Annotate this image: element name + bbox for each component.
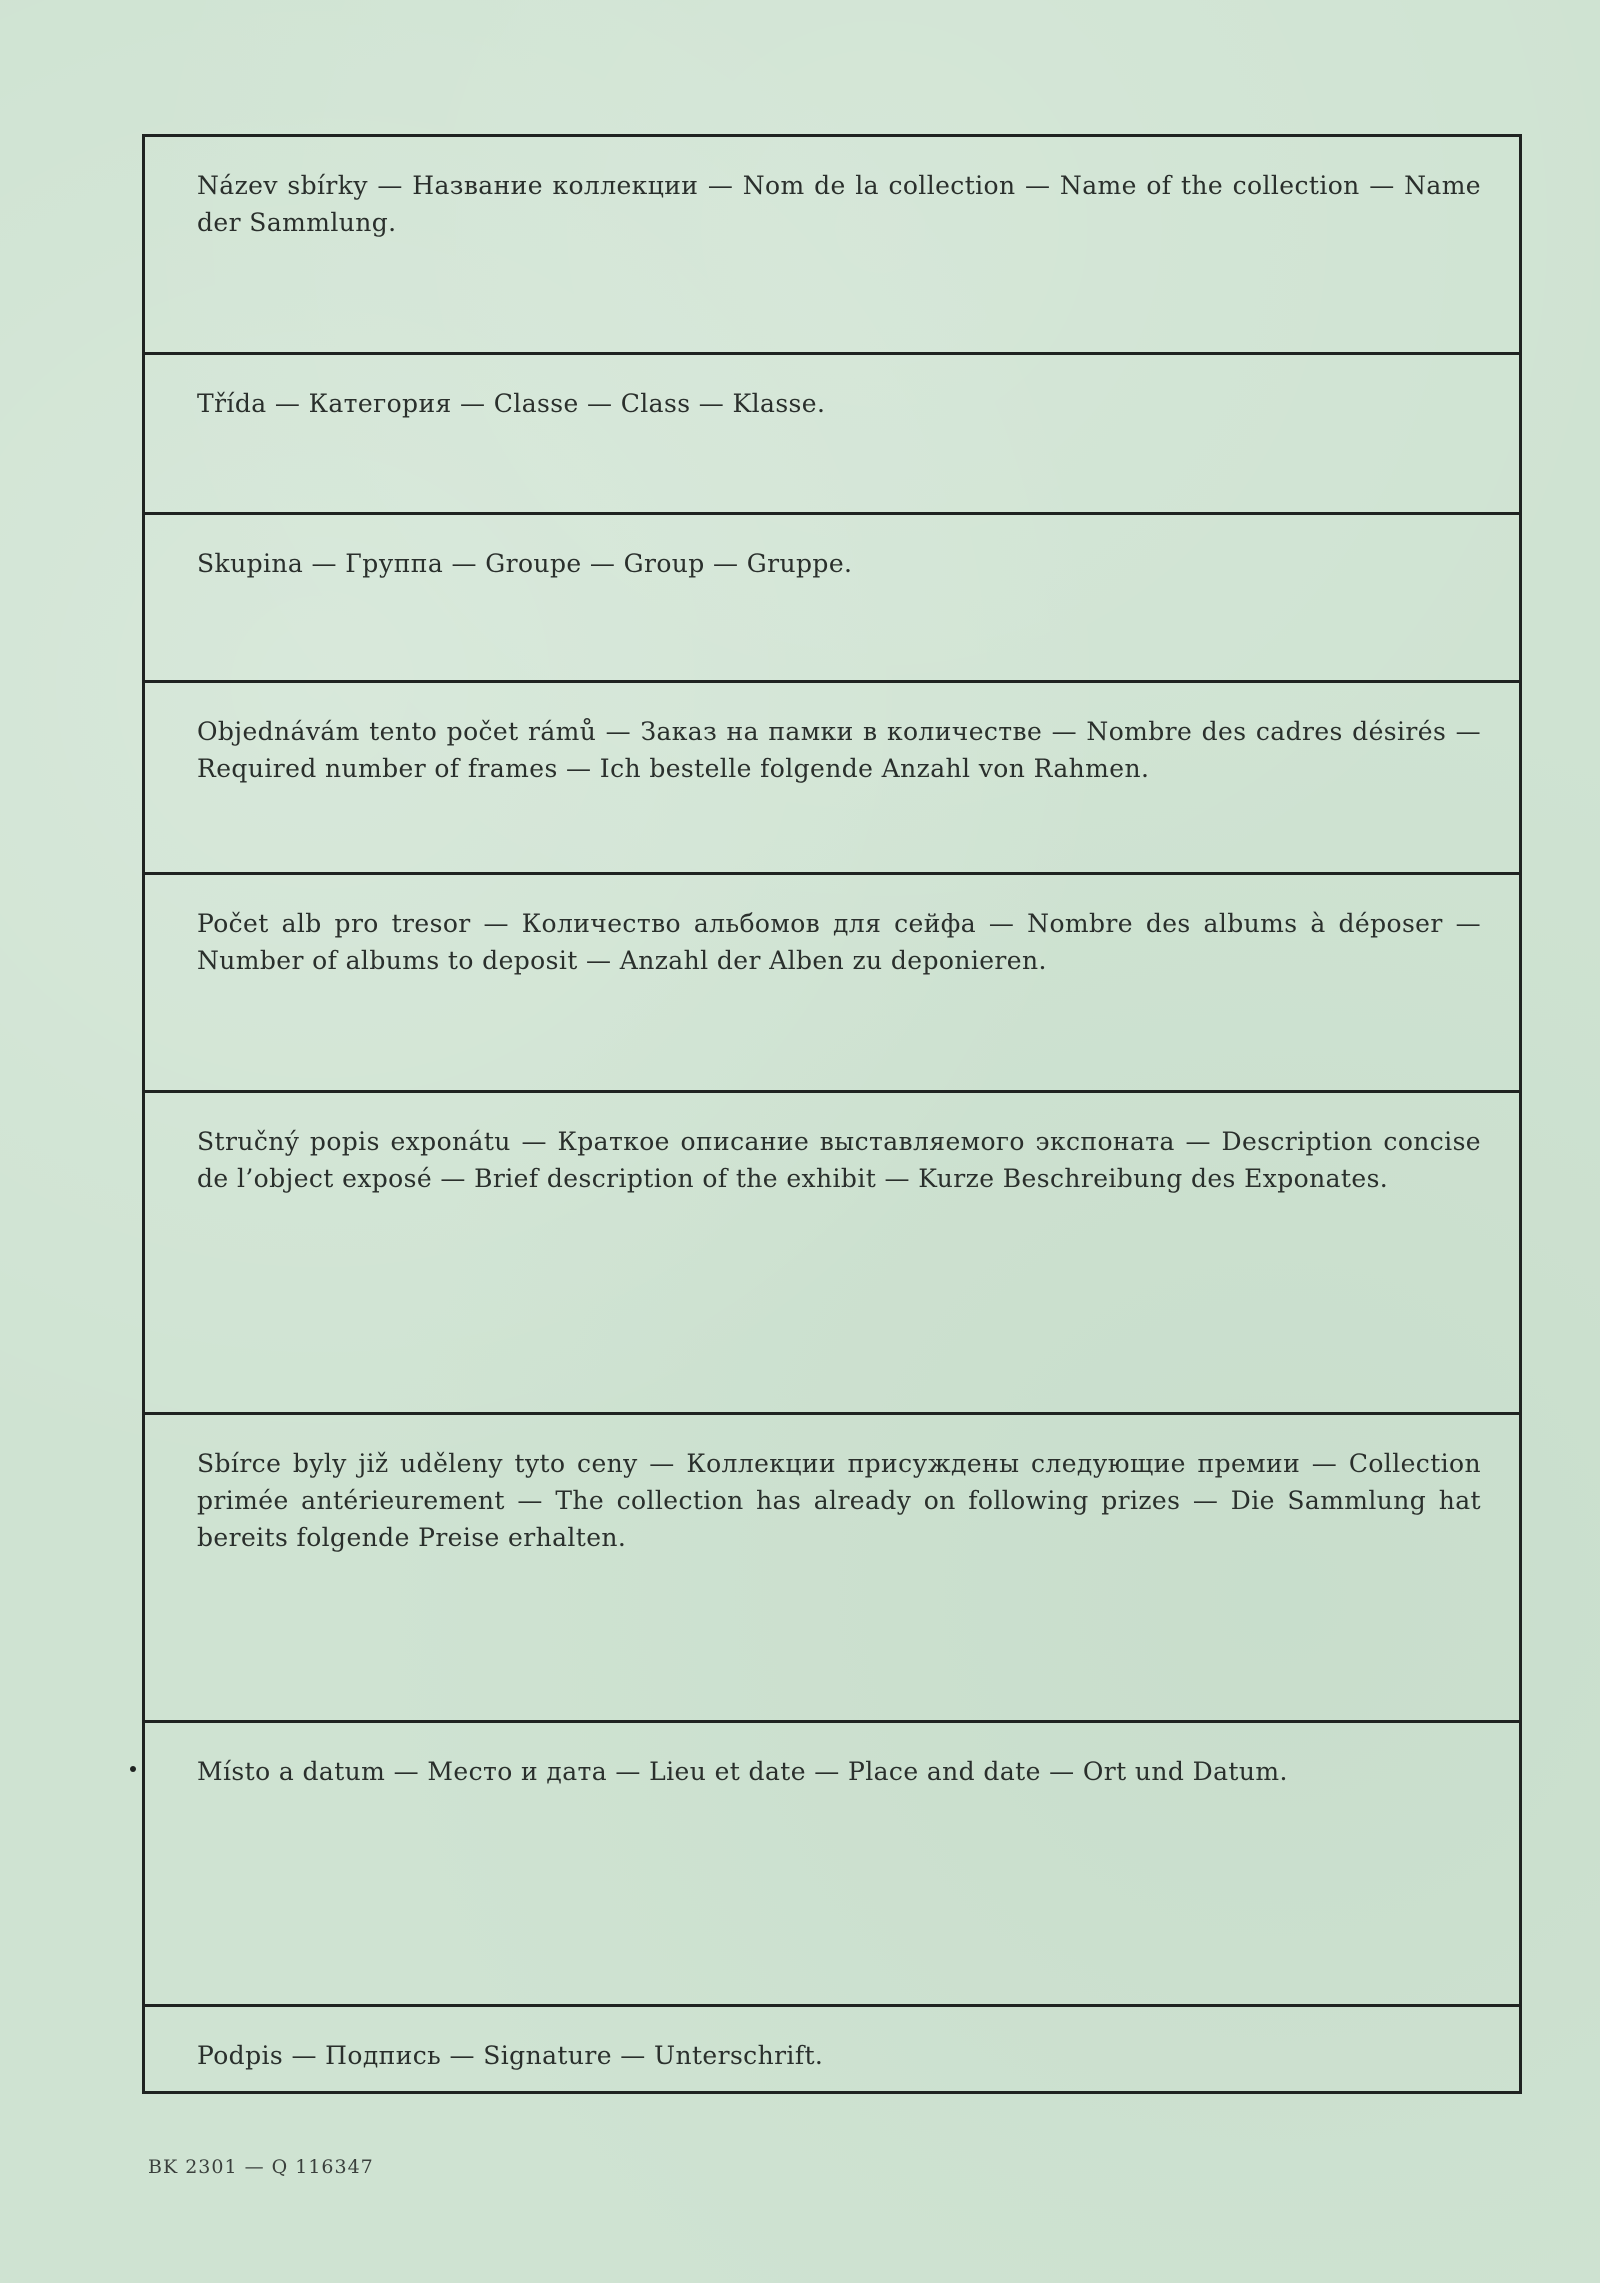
field-place-and-date[interactable]	[145, 1723, 1519, 2007]
form-code: BK 2301 — Q 116347	[148, 2156, 374, 2178]
field-label: Počet alb pro tresor — Количество альбомов для сейфа — Nombre des albums à déposer — Number of albums to deposit — Anzahl der Alben zu deponieren.	[197, 909, 1481, 975]
field-number-of-frames[interactable]	[145, 683, 1519, 875]
field-exhibit-description[interactable]	[145, 1093, 1519, 1415]
field-label: Název sbírky — Название коллекции — Nom de la collection — Name of the collection — Name der Sammlung.	[197, 171, 1481, 237]
entry-form	[142, 134, 1522, 2094]
field-label: Sbírce byly již uděleny tyto ceny — Коллекции присуждены следующие премии — Collection primée antérieurement — The collection has already on following prizes — Die Sammlung hat bereits folgende Preise erhalten.	[197, 1449, 1481, 1552]
ink-speck	[130, 1766, 136, 1772]
field-group[interactable]	[145, 515, 1519, 683]
field-albums-to-deposit[interactable]	[145, 875, 1519, 1093]
field-label: Skupina — Группа — Groupe — Group — Gruppe.	[197, 549, 853, 578]
field-label: Třída — Категория — Classe — Class — Klasse.	[197, 389, 826, 418]
field-label: Místo a datum — Место и дата — Lieu et date — Place and date — Ort und Datum.	[197, 1757, 1288, 1786]
field-class[interactable]	[145, 355, 1519, 515]
field-label: Stručný popis exponátu — Краткое описание выставляемого экспоната — Description concise de l’object exposé — Brief description of the exhibit — Kurze Beschreibung des Exponates.	[197, 1127, 1481, 1193]
field-label: Objednávám tento počet rámů — Заказ на памки в количестве — Nombre des cadres désirés — Required number of frames — Ich bestelle folgende Anzahl von Rahmen.	[197, 717, 1481, 783]
field-label: Podpis — Подпись — Signature — Unterschrift.	[197, 2041, 824, 2070]
field-prizes[interactable]	[145, 1415, 1519, 1723]
field-collection-name[interactable]	[145, 137, 1519, 355]
field-signature[interactable]	[145, 2007, 1519, 2091]
